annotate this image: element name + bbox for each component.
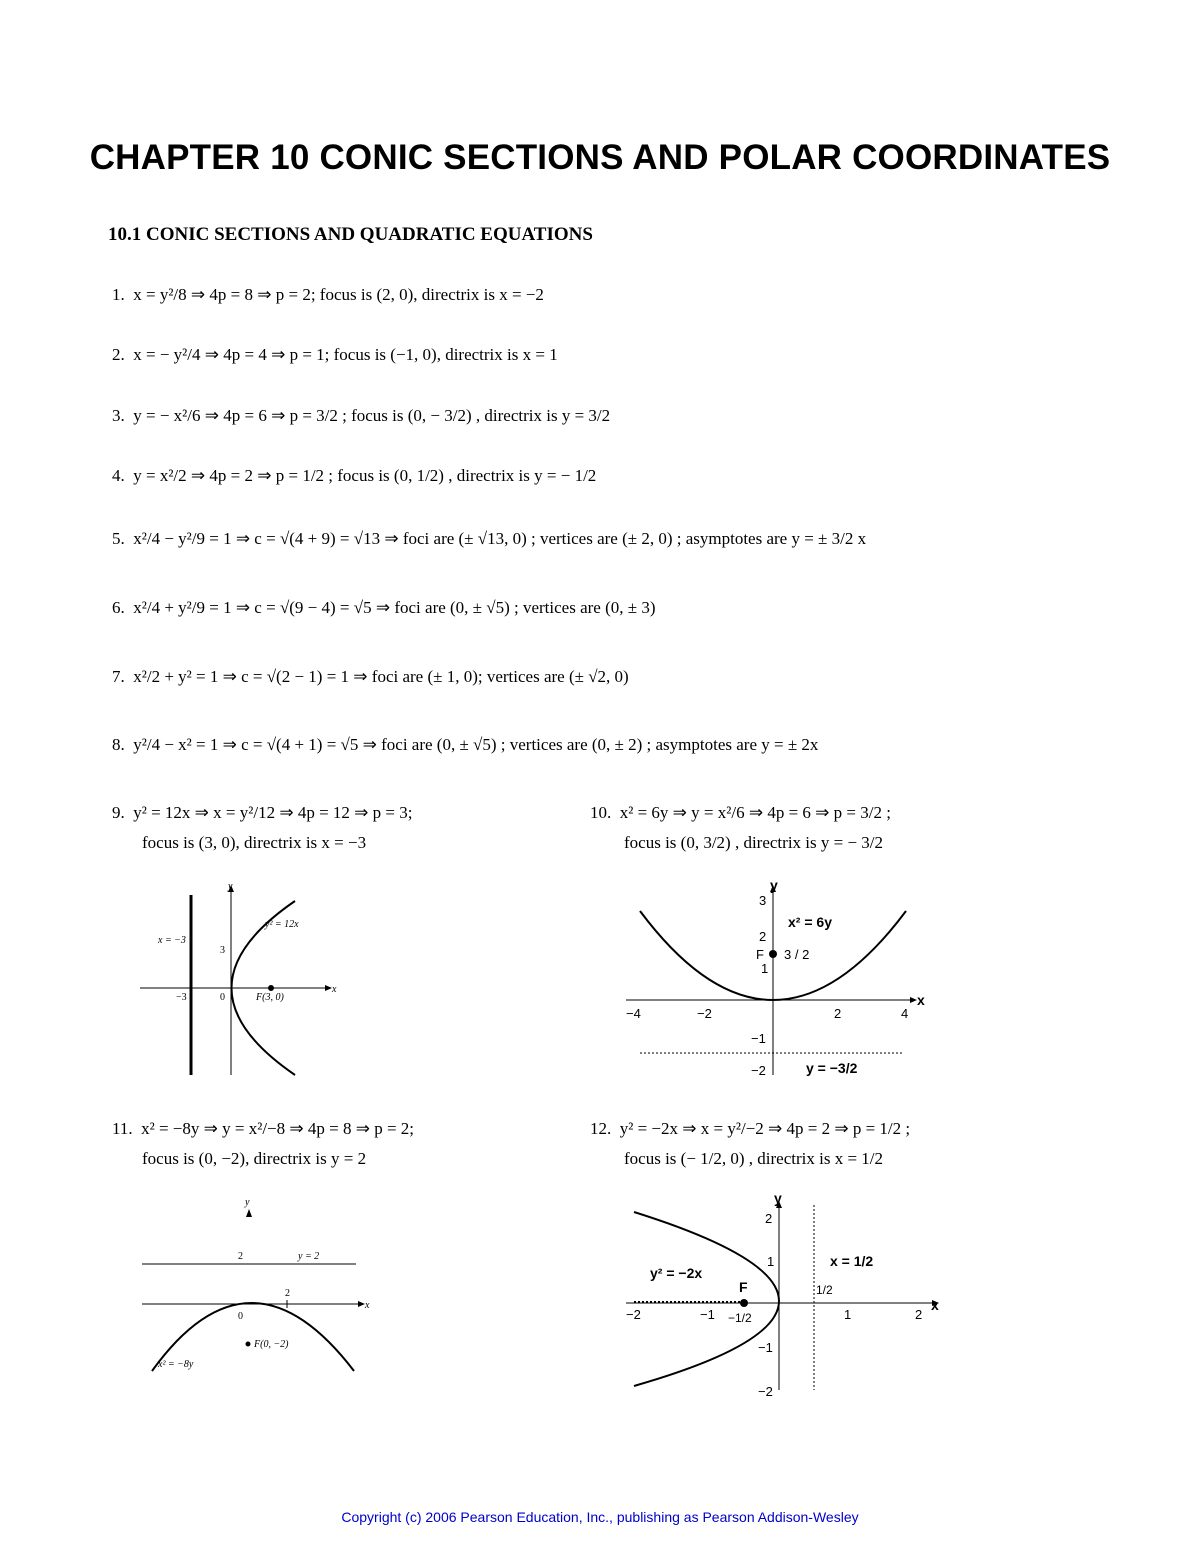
x-label: x — [917, 992, 925, 1008]
y-label: y — [228, 881, 233, 892]
chapter-title: CHAPTER 10 CONIC SECTIONS AND POLAR COORDINATES — [89, 138, 1111, 177]
ytick: 2 — [765, 1211, 773, 1226]
y-label: y — [774, 1190, 782, 1206]
problem-11-line2: focus is (0, −2), directrix is y = 2 — [142, 1149, 367, 1168]
graph-11 — [140, 1195, 370, 1385]
focus-x-label: −1/2 — [728, 1311, 752, 1325]
focus-point — [769, 950, 777, 958]
graph-9 — [140, 875, 340, 1080]
xtick: 2 — [834, 1006, 842, 1021]
problem-12-line1: 12. y² = −2x ⇒ x = y²/−2 ⇒ 4p = 2 ⇒ p = 1/2 ; — [590, 1119, 911, 1138]
ytick: −2 — [758, 1384, 773, 1399]
xtick: 2 — [915, 1307, 923, 1322]
xtick: −4 — [626, 1006, 641, 1021]
x-label: x — [332, 984, 337, 995]
xtick: −2 — [626, 1307, 641, 1322]
x-axis-arrow — [325, 985, 332, 991]
problem-9-line1: 9. y² = 12x ⇒ x = y²/12 ⇒ 4p = 12 ⇒ p = 3; — [112, 803, 413, 822]
graph-12 — [622, 1190, 942, 1400]
parabola-curve — [634, 1212, 779, 1386]
ytick: −1 — [751, 1031, 766, 1046]
focus-letter: F — [739, 1279, 748, 1295]
directrix-label: y = 2 — [298, 1251, 320, 1262]
curve-label: x² = 6y — [788, 914, 832, 930]
problem-7: 7. x²/2 + y² = 1 ⇒ c = √(2 − 1) = 1 ⇒ foci are (± 1, 0); vertices are (± √2, 0) — [112, 667, 629, 686]
tick-minus-3: −3 — [176, 992, 187, 1003]
problem-11-line1: 11. x² = −8y ⇒ y = x²/−8 ⇒ 4p = 8 ⇒ p = 2; — [112, 1119, 415, 1138]
problem-5: 5. x²/4 − y²/9 = 1 ⇒ c = √(4 + 9) = √13 ⇒ foci are (± √13, 0) ; vertices are (± 2, 0) ; asymptotes are y = ± 3/2 x — [112, 529, 867, 548]
curve-label: y² = −2x — [650, 1265, 703, 1281]
problem-12-line2: focus is (− 1/2, 0) , directrix is x = 1/2 — [624, 1149, 884, 1168]
y-label: y — [245, 1197, 250, 1208]
focus-letter: F — [756, 947, 764, 962]
ytick: 2 — [759, 929, 767, 944]
y-axis-arrow — [246, 1209, 252, 1217]
problem-3: 3. y = − x²/6 ⇒ 4p = 6 ⇒ p = 3/2 ; focus is (0, − 3/2) , directrix is y = 3/2 — [112, 406, 611, 425]
problem-4: 4. y = x²/2 ⇒ 4p = 2 ⇒ p = 1/2 ; focus is (0, 1/2) , directrix is y = − 1/2 — [112, 466, 597, 485]
copyright-footer: Copyright (c) 2006 Pearson Education, Inc., publishing as Pearson Addison-Wesley — [341, 1509, 859, 1525]
focus-value: 3 / 2 — [784, 947, 810, 962]
directrix-label: x = −3 — [158, 935, 186, 946]
x-axis-arrow — [910, 997, 917, 1003]
curve-label: y² = 12x — [265, 919, 299, 930]
problem-6: 6. x²/4 + y²/9 = 1 ⇒ c = √(9 − 4) = √5 ⇒ foci are (0, ± √5) ; vertices are (0, ± 3) — [112, 598, 656, 617]
problem-8: 8. y²/4 − x² = 1 ⇒ c = √(4 + 1) = √5 ⇒ foci are (0, ± √5) ; vertices are (0, ± 2) ; asymptotes are y = ± 2x — [112, 735, 819, 754]
ytick: 3 — [759, 893, 767, 908]
xtick: −2 — [697, 1006, 712, 1021]
tick-0: 0 — [238, 1311, 243, 1322]
x-axis-arrow — [358, 1301, 365, 1307]
tick-3: 3 — [220, 945, 225, 956]
graph-10 — [620, 875, 930, 1085]
focus-label: F(3, 0) — [256, 992, 284, 1003]
problem-2: 2. x = − y²/4 ⇒ 4p = 4 ⇒ p = 1; focus is (−1, 0), directrix is x = 1 — [112, 345, 558, 364]
focus-label: F(0, −2) — [254, 1339, 289, 1350]
focus-point — [268, 985, 274, 991]
problem-9-line2: focus is (3, 0), directrix is x = −3 — [142, 833, 367, 852]
xtick: 4 — [901, 1006, 909, 1021]
half-label: 1/2 — [816, 1283, 833, 1297]
ytick: 1 — [767, 1254, 775, 1269]
tick-0: 0 — [220, 992, 225, 1003]
tick-2-y: 2 — [238, 1251, 243, 1262]
directrix-label: y = −3/2 — [806, 1060, 858, 1076]
xtick: 1 — [844, 1307, 852, 1322]
curve-label: x² = −8y — [158, 1359, 194, 1370]
directrix-label: x = 1/2 — [830, 1253, 874, 1269]
tick-2-x: 2 — [285, 1288, 290, 1299]
problem-1: 1. x = y²/8 ⇒ 4p = 8 ⇒ p = 2; focus is (2, 0), directrix is x = −2 — [112, 285, 544, 304]
y-label: y — [770, 877, 778, 893]
problem-10-line1: 10. x² = 6y ⇒ y = x²/6 ⇒ 4p = 6 ⇒ p = 3/2 ; — [590, 803, 891, 822]
ytick: −1 — [758, 1340, 773, 1355]
ytick: −2 — [751, 1063, 766, 1078]
x-label: x — [365, 1300, 370, 1311]
focus-point — [246, 1342, 251, 1347]
problem-10-line2: focus is (0, 3/2) , directrix is y = − 3/2 — [624, 833, 884, 852]
focus-point — [740, 1299, 748, 1307]
section-heading: 10.1 CONIC SECTIONS AND QUADRATIC EQUATIONS — [108, 224, 593, 245]
ytick: 1 — [761, 961, 769, 976]
xtick: −1 — [700, 1307, 715, 1322]
x-label: x — [931, 1297, 939, 1313]
